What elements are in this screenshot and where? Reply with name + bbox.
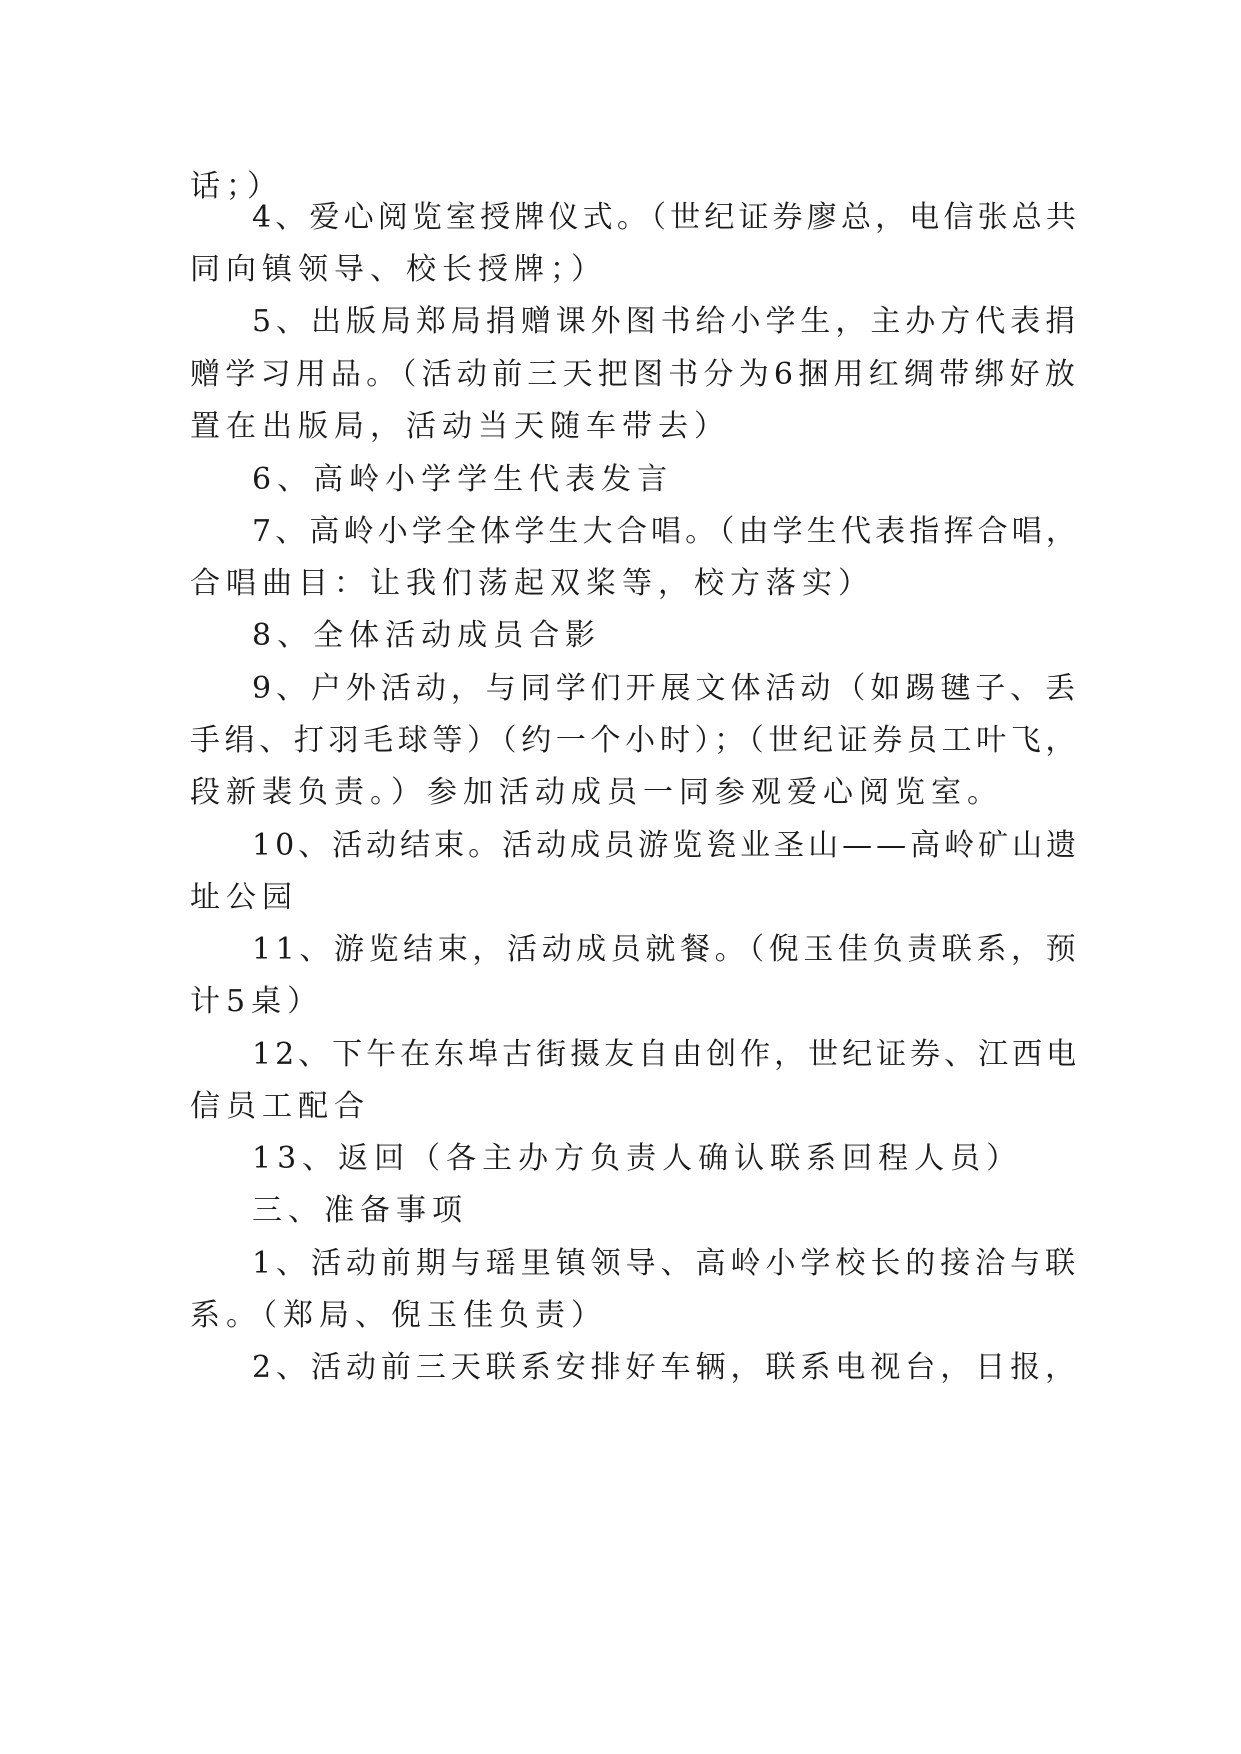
text-line: 11、游览结束，活动成员就餐。（倪玉佳负责联系，预 [252, 932, 1081, 967]
text-line: 7、高岭小学全体学生大合唱。（由学生代表指挥合唱， [252, 514, 1081, 549]
text-line: 12、下午在东埠古街摄友自由创作，世纪证券、江西电 [252, 1037, 1081, 1072]
text-line: 1、活动前期与瑶里镇领导、高岭小学校长的接洽与联 [252, 1246, 1081, 1281]
text-line: 合唱曲目：让我们荡起双桨等，校方落实） [190, 566, 874, 601]
text-line: 同向镇领导、校长授牌；） [190, 252, 607, 287]
text-line: 系。（郑局、倪玉佳负责） [190, 1298, 607, 1333]
text-line: 计5桌） [190, 984, 324, 1019]
text-line: 13、返回（各主办方负责人确认联系回程人员） [252, 1141, 1023, 1176]
text-line: 2、活动前三天联系安排好车辆，联系电视台，日报， [252, 1350, 1081, 1385]
text-line: 话；） [190, 169, 283, 204]
text-line: 4、爱心阅览室授牌仪式。（世纪证券廖总，电信张总共 [252, 200, 1081, 235]
text-line: 信员工配合 [190, 1089, 370, 1124]
text-line: 5、出版局郑局捐赠课外图书给小学生，主办方代表捐 [252, 304, 1081, 339]
text-line: 8、全体活动成员合影 [252, 618, 602, 653]
text-line: 10、活动结束。活动成员游览瓷业圣山——高岭矿山遗 [252, 828, 1081, 863]
section-heading: 三、准备事项 [252, 1193, 468, 1228]
text-line: 手绢、打羽毛球等）（约一个小时）；（世纪证券员工叶飞， [190, 723, 1080, 758]
text-line: 址公园 [190, 880, 298, 915]
text-line: 赠学习用品。（活动前三天把图书分为6捆用红绸带绑好放 [190, 357, 1081, 392]
text-line: 6、高岭小学学生代表发言 [252, 462, 674, 497]
text-line: 段新裴负责。）参加活动成员一同参观爱心阅览室。 [190, 775, 1003, 810]
text-line: 置在出版局，活动当天随车带去） [190, 409, 730, 444]
text-line: 9、户外活动，与同学们开展文体活动（如踢毽子、丢 [252, 671, 1081, 706]
